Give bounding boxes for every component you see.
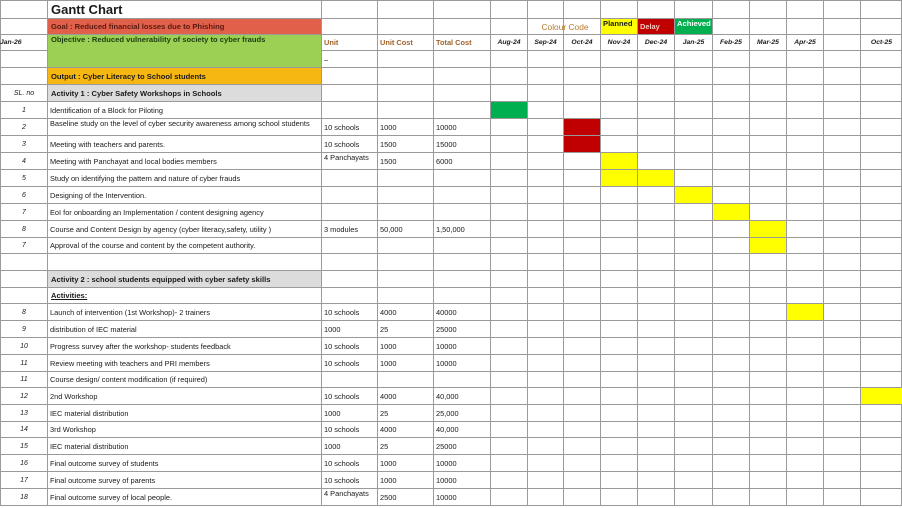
objective-banner: Objective : Reduced vulnerability of society to cyber frauds xyxy=(48,35,321,67)
activity-row-unit xyxy=(322,187,377,203)
activity-row-unit: 1000 xyxy=(324,408,341,418)
activity-row-unit-cost xyxy=(378,238,433,253)
activity-row-unit-cost: 4000 xyxy=(380,307,397,317)
activity-row-sl: 7 xyxy=(22,242,26,249)
activity-1-heading: Activity 1 : Cyber Safety Workshops in Schools xyxy=(48,85,321,101)
activity-row-unit-cost: 1000 xyxy=(380,341,397,351)
activity-row-desc: Baseline study on the level of cyber security awareness among school students xyxy=(50,119,310,128)
activity-row-desc: Final outcome survey of students xyxy=(50,458,159,468)
activity-row-sl: 5 xyxy=(22,174,26,182)
activity-row-total-cost: 10000 xyxy=(436,475,457,485)
month-header: Dec-24 xyxy=(644,39,668,46)
activity-row-desc: Course and Content Design by agency (cyber literacy,safety, utility ) xyxy=(50,224,272,234)
schedule-bar-planned xyxy=(675,187,712,203)
activity-row-unit: 10 schools xyxy=(324,425,360,434)
activity-row-desc: 3rd Workshop xyxy=(50,425,96,434)
activity-row-desc: IEC material distribution xyxy=(50,441,129,451)
activity-row-desc: Approval of the course and content by the competent authority. xyxy=(50,241,256,250)
activity-row-desc: Review meeting with teachers and PRI members xyxy=(50,358,210,368)
activity-row-sl: 9 xyxy=(22,325,26,333)
sheet-title: Gantt Chart xyxy=(51,2,123,17)
activity-row-sl: 18 xyxy=(20,493,28,501)
activity-row-unit-cost: 1000 xyxy=(380,458,397,468)
activity-row-unit-cost: 50,000 xyxy=(380,224,403,234)
activity-row-unit-cost: 25 xyxy=(380,408,389,418)
activity-row-desc: Course design/ content modification (if required) xyxy=(50,375,208,384)
month-header: Jan-26 xyxy=(0,39,22,46)
activity-row-unit: 10 schools xyxy=(324,391,360,401)
output-banner: Output : Cyber Literacy to School students xyxy=(48,68,321,84)
activity-row-total-cost xyxy=(434,102,490,118)
activity-row-total-cost: 25000 xyxy=(436,324,457,334)
month-header: Apr-25 xyxy=(794,39,816,46)
month-header: Nov-24 xyxy=(607,39,631,46)
activity-row-total-cost: 10000 xyxy=(436,458,457,468)
legend-achieved: Achieved xyxy=(675,19,712,34)
activity-row-desc: Meeting with teachers and parents. xyxy=(50,139,166,149)
activity-row-unit-cost: 1000 xyxy=(380,475,397,485)
activity-2-heading: Activity 2 : school students equipped with cyber safety skills xyxy=(48,271,321,287)
colour-code-label: Colour Code xyxy=(541,21,589,32)
activity-row-total-cost xyxy=(434,238,490,253)
activity-row-unit-cost xyxy=(378,187,433,203)
activity-row-sl: 11 xyxy=(20,359,28,367)
month-header: Sep-24 xyxy=(534,39,557,46)
activity-row-desc: 2nd Workshop xyxy=(50,391,98,401)
activity-row-desc: Identification of a Block for Piloting xyxy=(50,105,163,115)
schedule-bar-planned xyxy=(713,204,749,220)
activity-row-total-cost: 6000 xyxy=(436,156,453,166)
activity-row-total-cost: 15000 xyxy=(436,139,457,149)
month-header: Oct-24 xyxy=(571,39,593,46)
activity-row-unit: 10 schools xyxy=(324,122,360,132)
activity-row-total-cost: 10000 xyxy=(436,122,457,132)
activity-row-unit: 10 schools xyxy=(324,307,360,317)
schedule-bar-delay xyxy=(564,136,600,152)
activity-row-unit-cost xyxy=(378,204,433,220)
header-unit-cost: Unit Cost xyxy=(380,38,413,47)
schedule-bar-planned xyxy=(601,153,637,169)
activity-row-desc: Designing of the Intervention. xyxy=(50,190,147,200)
activity-row-sl: 3 xyxy=(22,140,26,148)
activity-row-sl: 4 xyxy=(22,157,26,165)
activity-row-sl: 7 xyxy=(22,208,26,216)
month-header: Feb-25 xyxy=(720,39,742,46)
activity-row-unit: 4 Panchayats xyxy=(324,153,369,162)
legend-delay: Delay xyxy=(638,19,674,34)
activity-row-unit xyxy=(322,204,377,220)
schedule-bar-planned xyxy=(861,388,902,404)
activity-row-sl: 13 xyxy=(20,409,28,417)
activity-row-unit: 1000 xyxy=(324,441,341,451)
legend-planned: Planned xyxy=(601,19,637,34)
activity-row-unit-cost: 2500 xyxy=(380,492,397,502)
activity-row-total-cost xyxy=(434,187,490,203)
activity-2-subheading: Activities: xyxy=(51,291,88,300)
activity-row-total-cost: 1,50,000 xyxy=(436,224,465,234)
activity-row-unit-cost xyxy=(378,372,433,387)
activity-row-sl: 1 xyxy=(22,106,26,114)
activity-row-desc: Final outcome survey of parents xyxy=(50,475,156,485)
activity-row-unit: 10 schools xyxy=(324,358,360,368)
activity-row-desc: Study on identifying the pattern and nature of cyber frauds xyxy=(50,173,241,183)
activity-row-unit-cost: 1000 xyxy=(380,122,397,132)
schedule-bar-planned xyxy=(601,170,637,186)
activity-row-unit xyxy=(322,238,377,253)
schedule-bar-planned xyxy=(787,304,823,320)
month-header: Jan-25 xyxy=(682,39,705,46)
activity-row-desc: Progress survey after the workshop- students feedback xyxy=(50,341,231,351)
header-total-cost: Total Cost xyxy=(436,38,472,47)
activity-row-unit: 10 schools xyxy=(324,458,360,468)
activity-row-sl: 15 xyxy=(20,442,28,450)
objective-dash: – xyxy=(324,54,329,64)
activity-row-desc: distribution of IEC material xyxy=(50,324,137,334)
activity-row-sl: 12 xyxy=(20,392,28,400)
activity-row-total-cost: 25000 xyxy=(436,441,457,451)
activity-row-desc: IEC material distribution xyxy=(50,408,129,418)
activity-row-unit: 4 Panchayats xyxy=(324,489,369,498)
activity-row-total-cost: 25,000 xyxy=(436,408,459,418)
activity-row-sl: 11 xyxy=(20,376,28,383)
activity-row-desc: Meeting with Panchayat and local bodies members xyxy=(50,156,217,166)
activity-row-sl: 17 xyxy=(20,476,28,484)
activity-row-sl: 14 xyxy=(20,426,28,433)
activity-row-unit: 3 modules xyxy=(324,224,359,234)
activity-row-total-cost xyxy=(434,170,490,186)
activity-row-total-cost: 40000 xyxy=(436,307,457,317)
activity-row-total-cost: 40,000 xyxy=(436,391,459,401)
month-header: Aug-24 xyxy=(497,39,521,46)
activity-row-total-cost: 10000 xyxy=(436,358,457,368)
activity-row-unit: 1000 xyxy=(324,324,341,334)
schedule-bar-achieved xyxy=(491,102,527,118)
activity-row-total-cost: 40,000 xyxy=(436,425,459,434)
grid-row-line xyxy=(0,253,902,254)
activity-row-unit-cost: 4000 xyxy=(380,425,397,434)
activity-row-unit-cost: 25 xyxy=(380,324,389,334)
activity-row-desc: Final outcome survey of local people. xyxy=(50,492,173,502)
sl-no-header: SL. no xyxy=(13,89,35,97)
activity-row-sl: 2 xyxy=(22,123,26,131)
activity-row-unit-cost xyxy=(378,102,433,118)
activity-row-unit: 10 schools xyxy=(324,475,360,485)
activity-row-sl: 6 xyxy=(22,191,26,199)
activity-row-unit-cost xyxy=(378,170,433,186)
goal-banner: Goal : Reduced financial losses due to Phishing xyxy=(48,19,321,34)
header-unit: Unit xyxy=(324,38,339,47)
schedule-bar-delay xyxy=(564,119,600,135)
schedule-bar-planned xyxy=(750,221,786,237)
activity-row-unit xyxy=(322,102,377,118)
activity-row-unit-cost: 1500 xyxy=(380,156,397,166)
activity-row-unit: 10 schools xyxy=(324,139,360,149)
activity-row-unit-cost: 25 xyxy=(380,441,389,451)
activity-row-total-cost: 10000 xyxy=(436,492,457,502)
month-header: Oct-25 xyxy=(870,39,893,46)
activity-row-total-cost xyxy=(434,204,490,220)
activity-row-desc: Launch of intervention (1st Workshop)- 2 trainers xyxy=(50,307,211,317)
activity-row-sl: 8 xyxy=(22,308,26,316)
activity-row-unit-cost: 1500 xyxy=(380,139,397,149)
activity-row-sl: 8 xyxy=(22,225,26,233)
activity-row-sl: 10 xyxy=(20,342,28,350)
activity-row-total-cost xyxy=(434,372,490,387)
schedule-bar-planned xyxy=(750,238,786,253)
grid-row-line xyxy=(0,505,902,506)
schedule-bar-planned xyxy=(638,170,674,186)
activity-row-unit xyxy=(322,372,377,387)
activity-row-unit: 10 schools xyxy=(324,341,360,351)
activity-row-unit-cost: 1000 xyxy=(380,358,397,368)
activity-row-sl: 16 xyxy=(20,459,28,467)
activity-row-total-cost: 10000 xyxy=(436,341,457,351)
activity-row-unit-cost: 4000 xyxy=(380,391,397,401)
activity-row-desc: EoI for onboarding an Implementation / content designing agency xyxy=(50,207,264,217)
month-header: Mar-25 xyxy=(757,39,779,46)
activity-row-unit xyxy=(322,170,377,186)
